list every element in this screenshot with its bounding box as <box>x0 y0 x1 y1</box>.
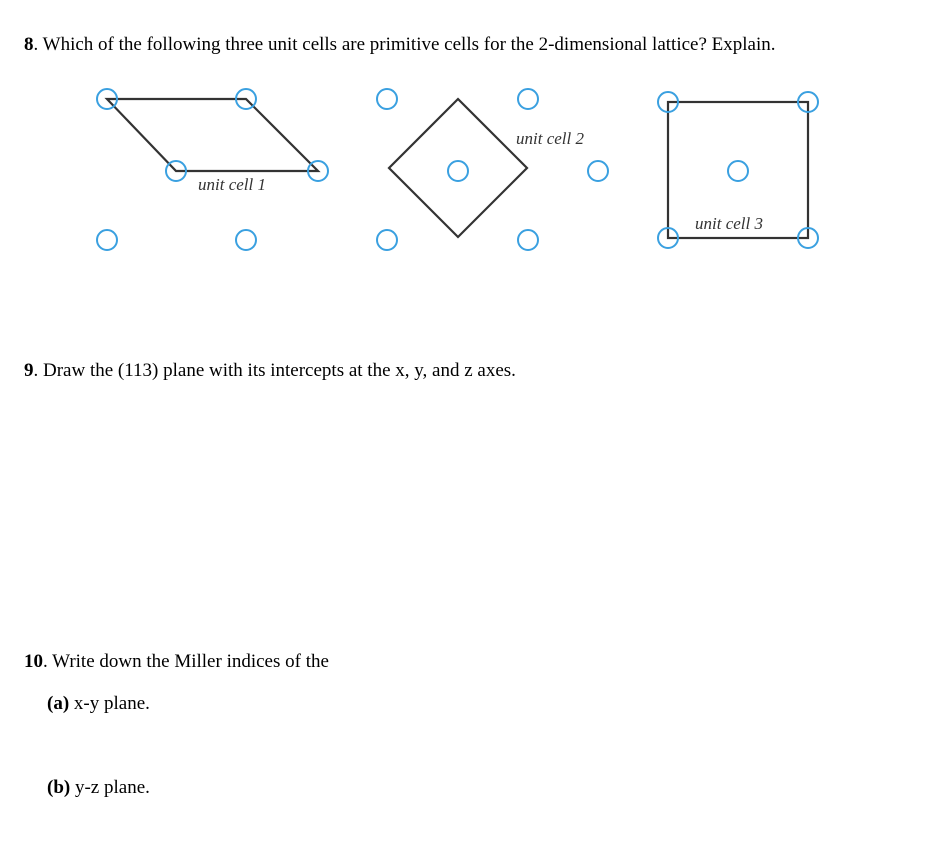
unit-cell-1-outline <box>107 99 318 171</box>
lattice-atom <box>518 230 538 250</box>
question-10b-text: y-z plane. <box>70 777 150 798</box>
question-9 <box>24 359 516 383</box>
lattice-atom <box>377 230 397 250</box>
lattice-atom <box>236 230 256 250</box>
question-8-number: 8 <box>24 34 34 55</box>
question-9-number: 9 <box>24 360 34 381</box>
unit-cell-2-outline <box>389 99 527 237</box>
lattice-atom <box>448 161 468 181</box>
lattice-atom <box>518 89 538 109</box>
question-10b-label: (b) <box>47 777 71 798</box>
lattice-figure <box>0 0 934 300</box>
lattice-atom <box>728 161 748 181</box>
question-10a <box>47 692 150 716</box>
unit-cell-1-label: unit cell 1 <box>198 175 266 194</box>
question-8-text: . Which of the following three unit cells are primitive cells for the 2-dimensional lattice? Explain. <box>33 34 776 55</box>
unit-cell-2-label: unit cell 2 <box>516 129 584 148</box>
lattice-atom <box>588 161 608 181</box>
question-10 <box>24 650 329 674</box>
question-10a-text: x-y plane. <box>69 693 150 714</box>
unit-cell-3-label: unit cell 3 <box>695 214 763 233</box>
question-10b <box>47 776 150 800</box>
question-10-text: . Write down the Miller indices of the <box>43 651 329 672</box>
question-9-text: . Draw the (113) plane with its intercepts at the x, y, and z axes. <box>33 360 516 381</box>
question-10-number: 10 <box>24 651 43 672</box>
question-10a-label: (a) <box>47 693 70 714</box>
lattice-atom <box>97 230 117 250</box>
lattice-atom <box>377 89 397 109</box>
